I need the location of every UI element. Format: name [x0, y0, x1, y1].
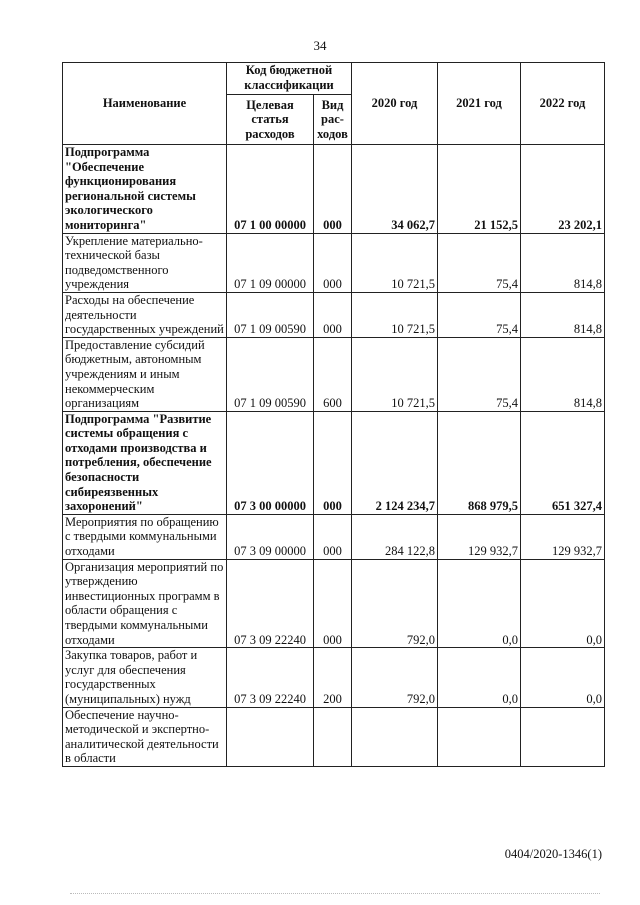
cell-name: Закупка товаров, работ и услуг для обеспечения государственных (муниципальных) нужд [63, 648, 227, 707]
cell-name: Укрепление материально-технической базы подведомственного учреждения [63, 233, 227, 292]
cell-v2022 [521, 707, 605, 766]
cell-v2020: 10 721,5 [352, 233, 438, 292]
table-row [63, 707, 605, 766]
cell-v2022: 0,0 [521, 559, 605, 648]
cell-code [227, 707, 314, 766]
table-row [63, 337, 605, 411]
header-kind: Вид рас-ходов [314, 95, 352, 145]
cell-v2021: 21 152,5 [438, 145, 521, 234]
cell-vid: 000 [314, 292, 352, 337]
cell-name: Организация мероприятий по утверждению инвестиционных программ в области обращения с твердыми коммунальными отходами [63, 559, 227, 648]
table-row [63, 648, 605, 707]
document-id: 0404/2020-1346(1) [504, 847, 602, 861]
cell-code: 07 3 09 22240 [227, 559, 314, 648]
table-row [63, 292, 605, 337]
cell-vid: 000 [314, 233, 352, 292]
cell-name: Подпрограмма "Развитие системы обращения с отходами производства и потребления, обеспечение безопасности сибиреязвенных захоронений" [63, 411, 227, 514]
cell-code: 07 3 00 00000 [227, 411, 314, 514]
cell-v2020: 284 122,8 [352, 514, 438, 559]
cell-code: 07 1 09 00000 [227, 233, 314, 292]
cell-v2020: 792,0 [352, 648, 438, 707]
cell-v2022: 814,8 [521, 337, 605, 411]
cell-v2021: 129 932,7 [438, 514, 521, 559]
cell-v2020: 10 721,5 [352, 337, 438, 411]
table-row [63, 514, 605, 559]
cell-v2022: 651 327,4 [521, 411, 605, 514]
table-body [63, 145, 605, 767]
cell-v2022: 23 202,1 [521, 145, 605, 234]
cell-vid: 200 [314, 648, 352, 707]
page-number: 34 [313, 38, 327, 53]
header-2021: 2021 год [438, 63, 521, 145]
header-name: Наименование [63, 63, 227, 145]
cell-code: 07 3 09 22240 [227, 648, 314, 707]
cell-name: Расходы на обеспечение деятельности государственных учреждений [63, 292, 227, 337]
cell-v2021: 75,4 [438, 337, 521, 411]
header-2020: 2020 год [352, 63, 438, 145]
cell-name: Мероприятия по обращению с твердыми коммунальными отходами [63, 514, 227, 559]
cell-code: 07 1 00 00000 [227, 145, 314, 234]
cell-v2020: 10 721,5 [352, 292, 438, 337]
budget-table [62, 62, 605, 767]
cell-v2022: 129 932,7 [521, 514, 605, 559]
table-row [63, 145, 605, 234]
cell-vid [314, 707, 352, 766]
cell-v2022: 814,8 [521, 233, 605, 292]
header-target: Целевая статья расходов [227, 95, 314, 145]
cell-v2022: 814,8 [521, 292, 605, 337]
cell-v2021 [438, 707, 521, 766]
table-row [63, 559, 605, 648]
cell-v2021: 0,0 [438, 559, 521, 648]
cell-v2022: 0,0 [521, 648, 605, 707]
cell-name: Обеспечение научно-методической и экспертно-аналитической деятельности в области [63, 707, 227, 766]
cell-code: 07 3 09 00000 [227, 514, 314, 559]
cell-vid: 600 [314, 337, 352, 411]
cell-v2020: 34 062,7 [352, 145, 438, 234]
cell-vid: 000 [314, 559, 352, 648]
cell-v2021: 75,4 [438, 292, 521, 337]
cell-v2021: 75,4 [438, 233, 521, 292]
table-row [63, 411, 605, 514]
cell-vid: 000 [314, 145, 352, 234]
cell-vid: 000 [314, 514, 352, 559]
cell-name: Подпрограмма "Обеспечение функционирования региональной системы экологического мониторинга" [63, 145, 227, 234]
table-row [63, 233, 605, 292]
header-2022: 2022 год [521, 63, 605, 145]
cell-vid: 000 [314, 411, 352, 514]
cell-code: 07 1 09 00590 [227, 292, 314, 337]
cell-v2020: 2 124 234,7 [352, 411, 438, 514]
cell-v2021: 0,0 [438, 648, 521, 707]
cell-v2021: 868 979,5 [438, 411, 521, 514]
cell-code: 07 1 09 00590 [227, 337, 314, 411]
scan-edge-line [70, 893, 600, 894]
cell-name: Предоставление субсидий бюджетным, автономным учреждениям и иным некоммерческим организациям [63, 337, 227, 411]
cell-v2020 [352, 707, 438, 766]
cell-v2020: 792,0 [352, 559, 438, 648]
header-code-group: Код бюджетной классификации [227, 63, 352, 95]
